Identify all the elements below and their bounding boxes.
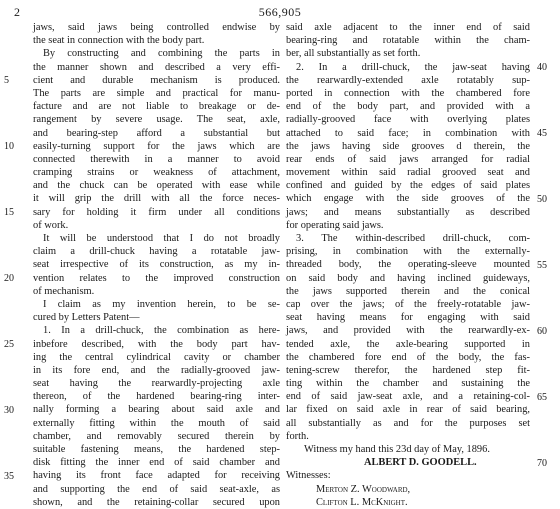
text-line: tening-screw therefor, the hardened step fit-	[286, 364, 530, 376]
text-line: the seat in connection with the body part.	[33, 35, 205, 47]
text-line: prising, in combination with the externally-	[286, 246, 530, 258]
text-line: attached to said face; in combination with	[286, 127, 530, 139]
line-number: 30	[4, 404, 14, 416]
text-line: the jaws supported therein and the conical	[286, 285, 530, 297]
text-line: By constructing and combining the parts in	[43, 48, 280, 60]
text-line: rangement by severe usage. The seat, axle,	[33, 114, 280, 126]
witness-date-line: Witness my hand this 23d day of May, 1896.	[304, 444, 490, 455]
text-line: bearing-ring and rotatable within the cham-	[286, 35, 530, 47]
line-number: 70	[537, 457, 547, 469]
text-line: suitable fastening means, the hardened step-	[33, 444, 280, 455]
text-line: in its fore end, and the radially-grooved jaw-	[33, 364, 280, 376]
text-line: I claim as my invention herein, to be se-	[43, 298, 280, 310]
text-line: connected therewith in a manner to avoid	[33, 153, 280, 165]
text-line: which engage with the side grooves of the	[286, 193, 530, 205]
text-line: cured by Letters Patent—	[33, 312, 140, 324]
text-line: jaws, said jaws being controlled endwise by	[33, 22, 280, 33]
text-line: 1. In a drill-chuck, the combination as here-	[43, 325, 280, 337]
text-line: confined and guided by the edges of said plates	[286, 180, 530, 192]
line-number: 15	[4, 206, 14, 218]
text-line: and the chuck can be operated with ease while	[33, 180, 280, 192]
text-line: of work.	[33, 219, 69, 231]
page-number: 2	[14, 5, 20, 19]
text-line: disk fitting the inner end of said chamber and	[33, 457, 280, 469]
text-line: seat irrespective of its construction, as my in-	[33, 259, 280, 271]
text-line: the manner shown and described a very effi-	[33, 61, 280, 73]
witness-signature-2: Clifton L. McKnight.	[316, 496, 408, 508]
text-line: forth.	[286, 430, 309, 442]
line-number: 10	[4, 140, 14, 152]
patent-number: 566,905	[258, 5, 302, 19]
text-line: jaws, and provided with the rearwardly-ex-	[286, 325, 530, 337]
text-line: chamber, and removably secured therein by	[33, 430, 280, 442]
line-number: 50	[537, 193, 547, 205]
text-line: on said body and having inclined guideways,	[286, 272, 530, 284]
text-line: It will be understood that I do not broadly	[43, 233, 280, 244]
inventor-signature: ALBERT D. GOODELL.	[364, 457, 477, 469]
text-line: for operating said jaws.	[286, 219, 384, 231]
text-line: cramping strains or weakness of attachment,	[33, 167, 280, 179]
text-line: said axle adjacent to the inner end of said	[286, 22, 530, 33]
text-line: ported in connection with the chambered fore	[286, 87, 530, 99]
text-line: the jaws having side grooves d therein, the	[286, 140, 530, 152]
line-number: 45	[537, 127, 547, 139]
right-text-column	[286, 21, 530, 509]
witness-signature-1: Merton Z. Woodward,	[316, 483, 411, 495]
text-line: of mechanism.	[33, 285, 95, 297]
text-line: threaded body, the operating-sleeve mounted	[286, 259, 530, 271]
line-number: 55	[537, 259, 547, 271]
text-line: inbefore described, with the body part hav-	[33, 338, 280, 350]
text-line: ting within the chamber and sustaining the	[286, 378, 530, 390]
text-line: having its front face adapted for receiving	[33, 470, 280, 482]
text-line: all substantially as and for the purposes set	[286, 417, 530, 429]
text-line: jaws; and means substantially as described	[286, 206, 530, 218]
text-line: movement within said radial grooved seat and	[286, 167, 530, 179]
text-line: cient and durable mechanism is produced.	[33, 74, 280, 86]
text-line: cap over the jaws; of the freely-rotatable jaw-	[286, 298, 530, 310]
text-line: shown, and the retaining-collar secured upon	[33, 496, 280, 508]
text-line: it will grip the drill with all the force neces-	[33, 193, 280, 205]
line-number: 35	[4, 470, 14, 482]
text-line: 2. In a drill-chuck, the jaw-seat having	[296, 61, 530, 73]
text-line: rear ends of said jaws arranged for radial	[286, 153, 530, 165]
text-line: ber, all substantially as set forth.	[286, 48, 421, 60]
text-line: sary for holding it firm under all conditions	[33, 206, 280, 218]
witnesses-label: Witnesses:	[286, 470, 331, 482]
text-line: thereon, of the hardened bearing-ring inter-	[33, 391, 280, 403]
text-line: and supporting the end of said seat-axle, as	[33, 483, 280, 495]
text-line: 3. The within-described drill-chuck, com-	[296, 233, 530, 244]
text-line: externally fitting within the mouth of said	[33, 417, 280, 429]
text-line: end of the body part, and provided with a	[286, 101, 530, 113]
text-line: end of said jaw-seat axle, and a retaining-col-	[286, 391, 530, 403]
text-line: ing the central cylindrical cavity or chamber	[33, 351, 280, 363]
text-line: claim a drill-chuck having a rotatable jaw-	[33, 246, 280, 258]
text-line: radially-grooved face with overlying plates	[286, 114, 530, 126]
text-line: easily-turning support for the jaws which are	[33, 140, 280, 152]
text-line: seat having means for engaging with said	[286, 312, 530, 324]
text-line: and bearing-step afford a substantial but	[33, 127, 280, 139]
text-line: tended axle, the axle-bearing supported in	[286, 338, 530, 350]
line-number: 40	[537, 61, 547, 73]
line-number: 60	[537, 325, 547, 337]
text-line: seat having the rearwardly-projecting axle	[33, 378, 280, 390]
line-number: 5	[4, 74, 9, 86]
left-text-column	[33, 21, 280, 509]
text-line: the rearwardly-extended axle rotatably sup-	[286, 74, 530, 86]
text-line: facture and are not liable to breakage or de-	[33, 101, 280, 113]
line-number: 25	[4, 338, 14, 350]
line-number: 65	[537, 391, 547, 403]
text-line: The parts are simple and practical for manu-	[33, 87, 280, 99]
text-line: vention relates to the improved construction	[33, 272, 280, 284]
text-line: the chambered fore end of the body, the fas-	[286, 351, 530, 363]
text-line: lar fixed on said axle in rear of said bearing,	[286, 404, 530, 416]
line-number: 20	[4, 272, 14, 284]
text-line: nally forming a bearing about said axle and	[33, 404, 280, 416]
